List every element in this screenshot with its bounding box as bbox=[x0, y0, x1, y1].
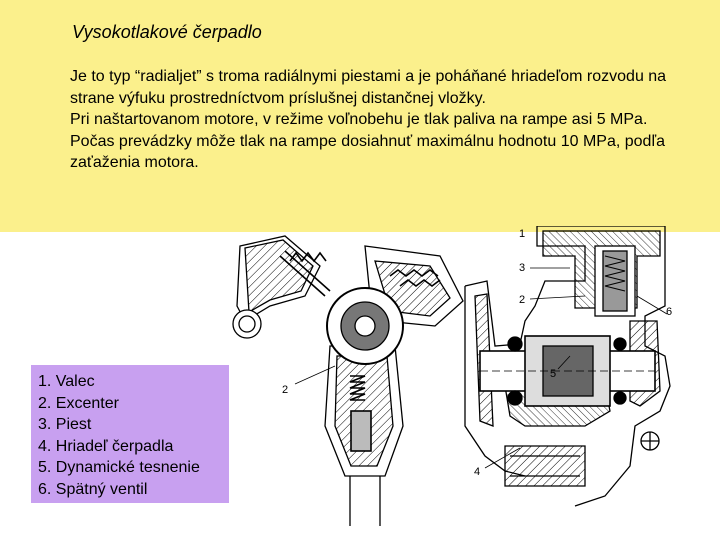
pump-drawing-svg bbox=[225, 226, 720, 540]
callout-right-6: 6 bbox=[666, 306, 673, 318]
pump-technical-drawing bbox=[225, 226, 720, 540]
paragraph-max-pressure: Počas prevádzky môže tlak na rampe dosiahnuť maximálnu hodnotu 10 MPa, podľa zaťaženia motora. bbox=[70, 132, 665, 171]
legend-item-excenter: 2. Excenter bbox=[38, 394, 119, 412]
pump-shaft-section bbox=[465, 226, 673, 506]
callout-right-1: 1 bbox=[519, 228, 526, 240]
callout-right-4: 4 bbox=[474, 466, 481, 478]
callout-left-2: 2 bbox=[282, 384, 289, 396]
callout-right-3: 3 bbox=[519, 262, 526, 274]
callout-right-5: 5 bbox=[550, 368, 557, 380]
legend-item-valec: 1. Valec bbox=[38, 373, 95, 390]
description-text bbox=[70, 66, 690, 174]
legend-item-tesnenie: 5. Dynamické tesnenie bbox=[38, 459, 200, 477]
legend-item-hriadel: 4. Hriadeľ čerpadla bbox=[38, 437, 174, 455]
slide-title: Vysokotlakové čerpadlo bbox=[72, 22, 262, 42]
paragraph-pump-type: Je to typ “radialjet” s troma radiálnymi piestami a je poháňané hriadeľom rozvodu na strane výfuku prostredníctvom príslušnej distančnej vložky. bbox=[70, 68, 667, 107]
paragraph-idle-pressure: Pri naštartovanom motore, v režime voľnobehu je tlak paliva na rampe asi 5 MPa. bbox=[70, 111, 648, 128]
radial-pump-cross-section bbox=[233, 236, 463, 526]
legend-item-piest: 3. Piest bbox=[38, 416, 92, 434]
parts-legend bbox=[31, 365, 229, 503]
callout-right-2: 2 bbox=[519, 294, 526, 306]
legend-item-ventil: 6. Spätný ventil bbox=[38, 480, 148, 498]
